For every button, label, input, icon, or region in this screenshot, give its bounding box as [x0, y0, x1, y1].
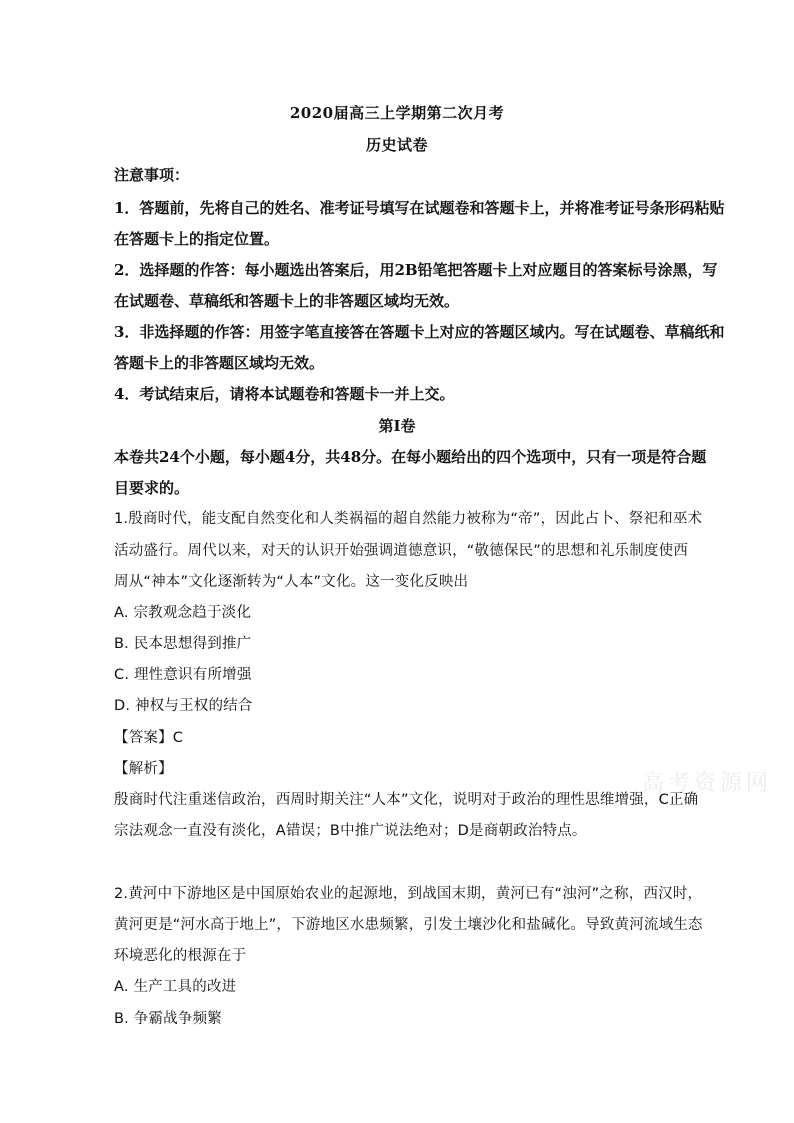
question-1-stem: 活动盛行。周代以来，对天的认识开始强调道德意识，“敬德保民”的思想和礼乐制度使西	[114, 543, 689, 559]
notice-line: 2．选择题的作答：每小题选出答案后，用2B铅笔把答题卡上对应题目的答案标号涂黑，写	[114, 261, 718, 279]
question-1-analysis: 宗法观念一直没有淡化，A错误；B中推广说法绝对；D是商朝政治特点。	[114, 823, 587, 839]
question-2-option-b: B. 争霸战争频繁	[114, 1011, 222, 1027]
notice-line: 在答题卡上的指定位置。	[114, 230, 280, 248]
exam-subject: 历史试卷	[365, 136, 428, 154]
section-intro: 本卷共24个小题，每小题4分，共48分。在每小题给出的四个选项中，只有一项是符合题	[114, 448, 707, 466]
notice-line: 答题卡上的非答题区域均无效。	[114, 354, 325, 372]
section-title: 第Ⅰ卷	[378, 417, 416, 435]
notice-heading: 注意事项：	[114, 166, 190, 184]
question-1-stem: 周从“神本”文化逐渐转为“人本”文化。这一变化反映出	[114, 574, 469, 590]
question-1-answer: 【答案】C	[114, 730, 184, 746]
section-intro: 目要求的。	[114, 479, 190, 497]
question-2-stem: 黄河更是“河水高于地上”，下游地区水患频繁，引发土壤沙化和盐碱化。导致黄河流域生态	[114, 917, 703, 933]
notice-line: 在试题卷、草稿纸和答题卡上的非答题区域均无效。	[114, 292, 460, 310]
question-1-option-a: A. 宗教观念趋于淡化	[114, 605, 252, 621]
watermark: 高考资源网	[642, 771, 773, 796]
exam-title: 2020届高三上学期第二次月考	[289, 104, 505, 122]
question-1-option-d: D. 神权与王权的结合	[114, 698, 253, 714]
question-2-stem: 环境恶化的根源在于	[114, 948, 247, 964]
question-1-option-c: C. 理性意识有所增强	[114, 667, 252, 683]
question-1-analysis-label: 【解析】	[114, 761, 173, 777]
question-1-stem: 1.殷商时代，能支配自然变化和人类祸福的超自然能力被称为“帝”，因此占卜、祭祀和巫术	[114, 511, 703, 527]
question-1-analysis: 殷商时代注重迷信政治，西周时期关注“人本”文化，说明对于政治的理性思维增强，C正确	[114, 792, 699, 808]
notice-line: 3．非选择题的作答：用签字笔直接答在答题卡上对应的答题区域内。写在试题卷、草稿纸和	[114, 323, 725, 341]
question-1-option-b: B. 民本思想得到推广	[114, 636, 252, 652]
question-2-stem: 2.黄河中下游地区是中国原始农业的起源地，到战国末期，黄河已有“浊河”之称，西汉时，	[114, 886, 703, 902]
notice-line: 4．考试结束后，请将本试题卷和答题卡一并上交。	[114, 385, 455, 403]
notice-line: 1．答题前，先将自己的姓名、准考证号填写在试题卷和答题卡上，并将准考证号条形码粘贴	[114, 199, 725, 217]
question-2-option-a: A. 生产工具的改进	[114, 979, 237, 995]
